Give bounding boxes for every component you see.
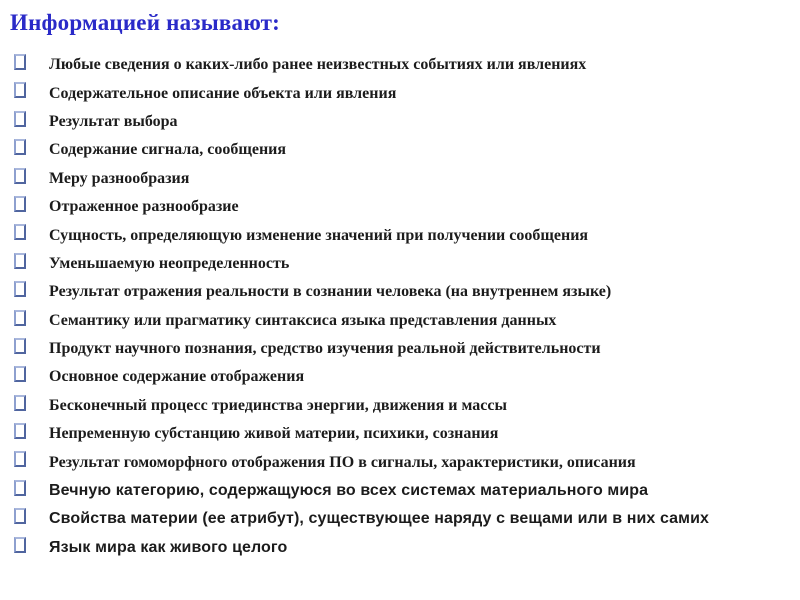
square-bullet-icon [14, 508, 26, 524]
list-item-text: Сущность, определяющую изменение значений при получении сообщения [49, 226, 589, 244]
list-item-text: Результат гомоморфного отображения ПО в сигналы, характеристики, описания [49, 453, 636, 471]
list-item [0, 363, 800, 391]
list-item [0, 335, 800, 363]
list-item [0, 165, 800, 193]
list-item [0, 477, 800, 505]
list-item [0, 392, 800, 420]
square-bullet-icon [14, 168, 26, 184]
square-bullet-icon [14, 82, 26, 98]
list-item [0, 307, 800, 335]
list-item [0, 136, 800, 164]
list-item-text: Язык мира как живого целого [49, 538, 288, 556]
square-bullet-icon [14, 281, 26, 297]
list-item [0, 79, 800, 107]
list-item [0, 534, 800, 562]
square-bullet-icon [14, 480, 26, 496]
square-bullet-icon [14, 537, 26, 553]
square-bullet-icon [14, 111, 26, 127]
list-item [0, 278, 800, 306]
list-item [0, 250, 800, 278]
list-item-text: Результат отражения реальности в сознании человека (на внутреннем языке) [49, 283, 612, 301]
square-bullet-icon [14, 54, 26, 70]
list-item [0, 505, 800, 533]
list-item [0, 108, 800, 136]
square-bullet-icon [14, 253, 26, 269]
list-item [0, 448, 800, 476]
list-item-text: Бесконечный процесс триединства энергии, движения и массы [49, 396, 507, 414]
square-bullet-icon [14, 224, 26, 240]
list-item-text: Отраженное разнообразие [49, 198, 239, 216]
list-item [0, 221, 800, 249]
list-item [0, 51, 800, 79]
square-bullet-icon [14, 451, 26, 467]
list-item-text: Любые сведения о каких-либо ранее неизвестных событиях или явлениях [49, 56, 587, 74]
slide-title: Информацией называют: [10, 10, 281, 35]
list-item-text: Свойства материи (ее атрибут), существующее наряду с вещами или в них самих [49, 510, 710, 528]
square-bullet-icon [14, 423, 26, 439]
list-item-text: Содержательное описание объекта или явления [49, 84, 397, 102]
list-item-text: Семантику или прагматику синтаксиса языка представления данных [49, 311, 557, 329]
list-item-text: Меру разнообразия [49, 169, 190, 187]
list-item [0, 420, 800, 448]
list-item-text: Уменьшаемую неопределенность [49, 254, 290, 272]
square-bullet-icon [14, 139, 26, 155]
list-item-text: Результат выбора [49, 112, 178, 130]
list-item [0, 193, 800, 221]
square-bullet-icon [14, 366, 26, 382]
square-bullet-icon [14, 310, 26, 326]
list-item-text: Продукт научного познания, средство изучения реальной действительности [49, 340, 601, 358]
list-item-text: Основное содержание отображения [49, 368, 305, 386]
list-item-text: Вечную категорию, содержащуюся во всех системах материального мира [49, 482, 649, 500]
square-bullet-icon [14, 338, 26, 354]
square-bullet-icon [14, 395, 26, 411]
list-item-text: Содержание сигнала, сообщения [49, 141, 287, 159]
square-bullet-icon [14, 196, 26, 212]
list-item-text: Непременную субстанцию живой материи, психики, сознания [49, 425, 499, 443]
definition-list [0, 51, 800, 562]
